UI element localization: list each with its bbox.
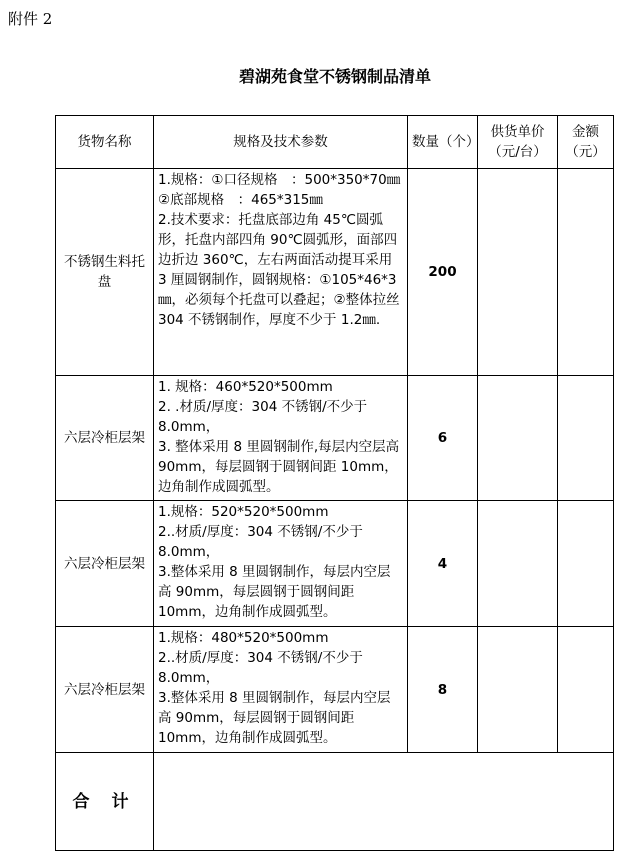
item-name: 六层冷柜层架 xyxy=(56,501,154,627)
item-spec xyxy=(154,627,408,753)
header-name: 货物名称 xyxy=(56,116,154,169)
product-list-table xyxy=(55,115,614,851)
spec-line: 2. .材质/厚度：304 不锈钢/不少于 8.0mm， xyxy=(158,399,368,435)
spec-line: 3.整体采用 8 里圆钢制作，每层内空层高 90mm，每层圆钢于圆钢间距 10mm，边角制作成圆弧型。 xyxy=(158,564,391,620)
table-row xyxy=(56,627,614,753)
header-spec: 规格及技术参数 xyxy=(154,116,408,169)
item-spec xyxy=(154,501,408,627)
header-price: 供货单价（元/台） xyxy=(478,116,558,169)
document-title: 碧湖苑食堂不锈钢制品清单 xyxy=(238,67,431,86)
header-row xyxy=(56,116,614,169)
spec-line: 3. 整体采用 8 里圆钢制作,每层内空层高 90mm，每层圆钢于圆钢间距 10mm，边角制作成圆弧型。 xyxy=(158,439,400,495)
spec-line: 2..材质/厚度：304 不锈钢/不少于 8.0mm， xyxy=(158,650,363,686)
total-value[interactable] xyxy=(154,753,614,851)
item-name: 六层冷柜层架 xyxy=(56,627,154,753)
item-price[interactable] xyxy=(478,376,558,501)
item-amount[interactable] xyxy=(558,627,614,753)
total-label: 合 计 xyxy=(56,753,154,851)
item-name: 不锈钢生料托盘 xyxy=(56,169,154,376)
item-spec xyxy=(154,169,408,376)
item-price[interactable] xyxy=(478,169,558,376)
item-price[interactable] xyxy=(478,627,558,753)
header-amount: 金额（元） xyxy=(558,116,614,169)
spec-line: 1.规格：①口径规格 ：500*350*70㎜②底部规格 ：465*315㎜ xyxy=(158,172,401,208)
spec-line: 3.整体采用 8 里圆钢制作，每层内空层高 90mm，每层圆钢于圆钢间距 10mm，边角制作成圆弧型。 xyxy=(158,690,391,746)
attachment-label: 附件 2 xyxy=(8,10,53,28)
item-spec xyxy=(154,376,408,501)
item-qty: 4 xyxy=(408,501,478,627)
spec-line: 2.技术要求：托盘底部边角 45℃圆弧形，托盘内部四角 90℃圆弧形，面部四边折边 360℃，左右两面活动提耳采用 3 厘圆钢制作，圆钢规格：①105*46*3㎜，必须每个托盘可以叠起；②整体拉丝 304 不锈钢制作，厚度不少于 1.2㎜. xyxy=(158,212,400,328)
item-amount[interactable] xyxy=(558,501,614,627)
item-name: 六层冷柜层架 xyxy=(56,376,154,501)
item-amount[interactable] xyxy=(558,169,614,376)
item-qty: 6 xyxy=(408,376,478,501)
header-qty: 数量（个） xyxy=(408,116,478,169)
spec-line: 1.规格：520*520*500mm xyxy=(158,504,329,520)
spec-line: 2..材质/厚度：304 不锈钢/不少于 8.0mm， xyxy=(158,524,363,560)
spec-line: 1.规格：480*520*500mm xyxy=(158,630,329,646)
spec-line: 1. 规格：460*520*500mm xyxy=(158,379,333,395)
item-qty: 200 xyxy=(408,169,478,376)
table-row xyxy=(56,501,614,627)
item-price[interactable] xyxy=(478,501,558,627)
table-row xyxy=(56,169,614,376)
total-row xyxy=(56,753,614,851)
item-amount[interactable] xyxy=(558,376,614,501)
table-row xyxy=(56,376,614,501)
item-qty: 8 xyxy=(408,627,478,753)
